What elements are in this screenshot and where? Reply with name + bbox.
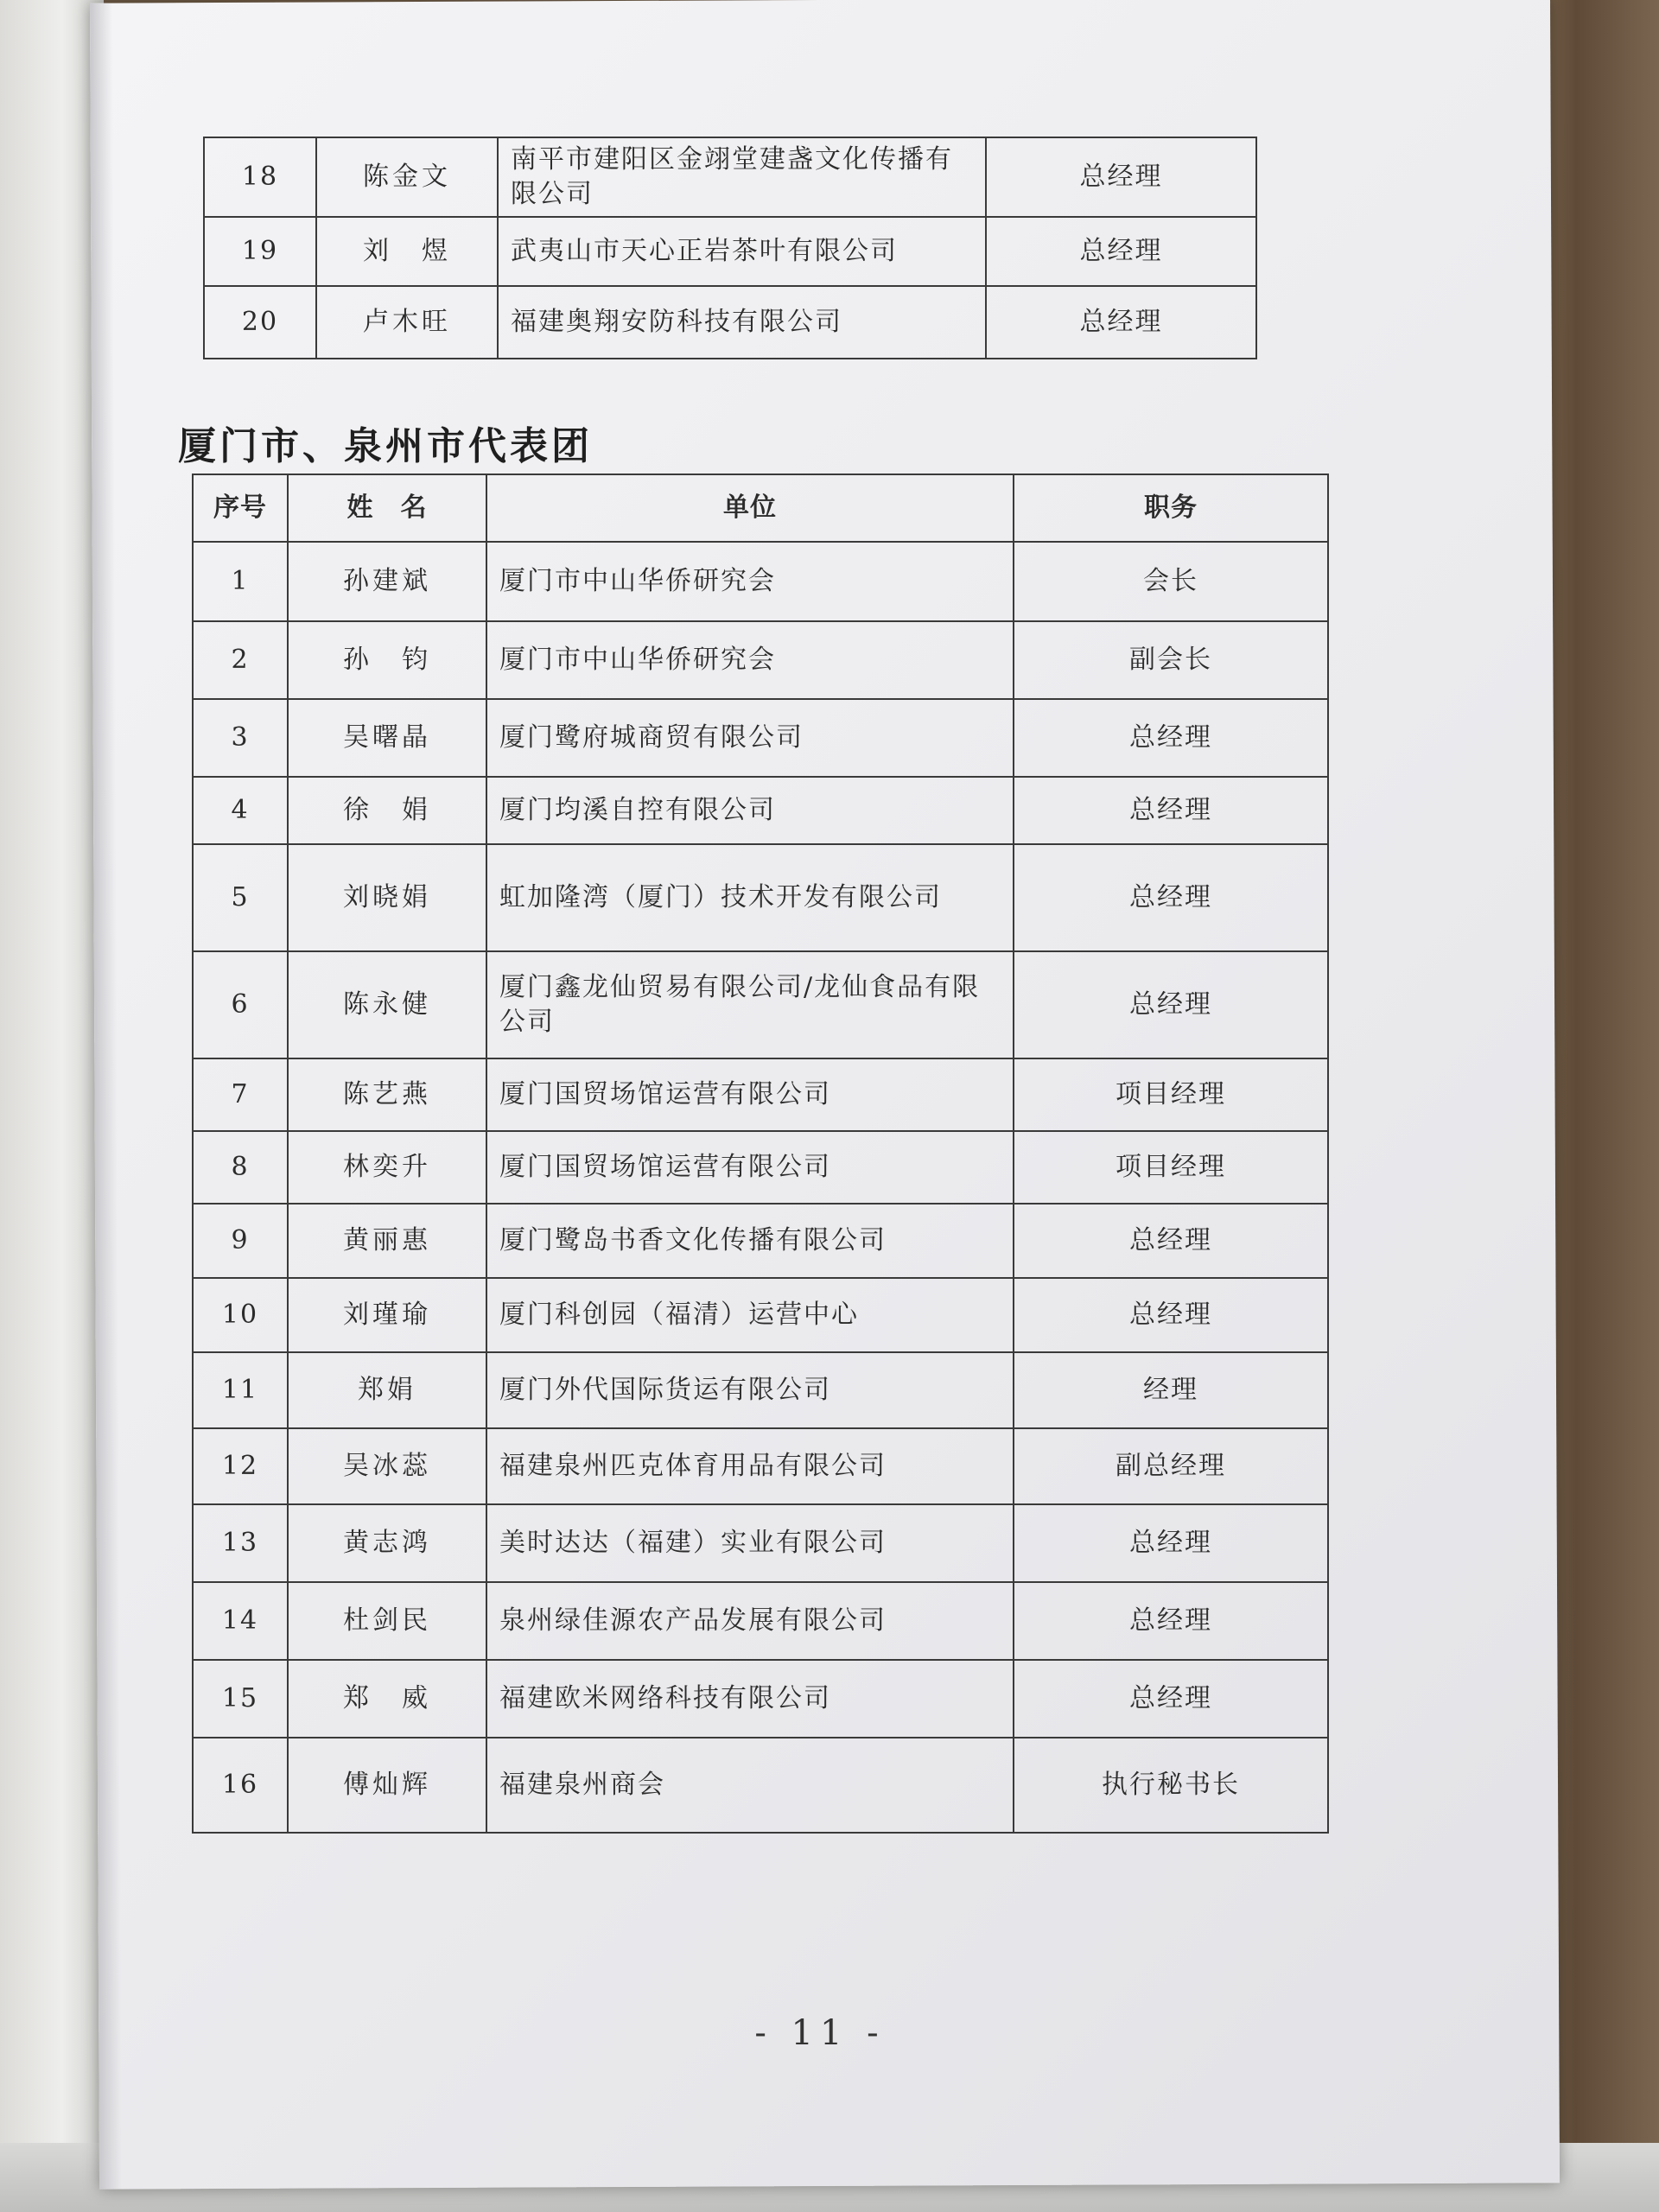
row-unit: 厦门外代国际货运有限公司 [486, 1352, 1014, 1428]
table-row [193, 1738, 1328, 1833]
row-position: 副会长 [1014, 621, 1328, 699]
row-name: 郑娟 [288, 1352, 486, 1428]
row-name: 刘晓娟 [288, 844, 486, 951]
row-position: 总经理 [1014, 1204, 1328, 1278]
table-row [193, 777, 1328, 844]
table-row [193, 951, 1328, 1058]
row-number: 19 [204, 217, 316, 286]
row-number: 2 [193, 621, 288, 699]
row-number: 12 [193, 1428, 288, 1504]
row-position: 执行秘书长 [1014, 1738, 1328, 1833]
row-unit: 福建泉州匹克体育用品有限公司 [486, 1428, 1014, 1504]
row-unit: 厦门鑫龙仙贸易有限公司/龙仙食品有限公司 [486, 951, 1014, 1058]
row-name: 孙建斌 [288, 542, 486, 621]
row-unit: 虹加隆湾（厦门）技术开发有限公司 [486, 844, 1014, 951]
row-name: 傅灿辉 [288, 1738, 486, 1833]
row-number: 8 [193, 1131, 288, 1204]
row-name: 陈艺燕 [288, 1058, 486, 1131]
row-position: 总经理 [986, 286, 1256, 359]
row-number: 3 [193, 699, 288, 777]
row-name: 刘 煜 [316, 217, 498, 286]
table-row [193, 1660, 1328, 1738]
row-name: 陈金文 [316, 137, 498, 217]
row-unit: 厦门均溪自控有限公司 [486, 777, 1014, 844]
row-unit: 厦门科创园（福清）运营中心 [486, 1278, 1014, 1352]
table-row [204, 286, 1256, 359]
header-position: 职务 [1014, 474, 1328, 542]
table-row [193, 844, 1328, 951]
row-position: 副总经理 [1014, 1428, 1328, 1504]
row-number: 1 [193, 542, 288, 621]
row-position: 总经理 [1014, 1582, 1328, 1660]
row-unit: 厦门鹭府城商贸有限公司 [486, 699, 1014, 777]
row-name: 刘瑾瑜 [288, 1278, 486, 1352]
row-unit: 厦门市中山华侨研究会 [486, 621, 1014, 699]
row-unit: 厦门鹭岛书香文化传播有限公司 [486, 1204, 1014, 1278]
row-unit: 厦门国贸场馆运营有限公司 [486, 1131, 1014, 1204]
row-name: 卢木旺 [316, 286, 498, 359]
row-number: 16 [193, 1738, 288, 1833]
row-number: 6 [193, 951, 288, 1058]
row-name: 林奕升 [288, 1131, 486, 1204]
row-position: 项目经理 [1014, 1058, 1328, 1131]
row-unit: 福建奥翔安防科技有限公司 [498, 286, 986, 359]
row-name: 陈永健 [288, 951, 486, 1058]
table-row [193, 542, 1328, 621]
row-number: 5 [193, 844, 288, 951]
table-row [193, 1352, 1328, 1428]
table-row [193, 1131, 1328, 1204]
table-header-row [193, 474, 1328, 542]
row-number: 14 [193, 1582, 288, 1660]
table-row [204, 137, 1256, 217]
row-position: 总经理 [1014, 951, 1328, 1058]
table-row [193, 1058, 1328, 1131]
row-number: 13 [193, 1504, 288, 1582]
row-number: 10 [193, 1278, 288, 1352]
row-name: 吴冰蕊 [288, 1428, 486, 1504]
row-position: 经理 [1014, 1352, 1328, 1428]
section-title: 厦门市、泉州市代表团 [178, 424, 593, 468]
row-number: 18 [204, 137, 316, 217]
table-row [204, 217, 1256, 286]
table-row [193, 1582, 1328, 1660]
row-name: 杜剑民 [288, 1582, 486, 1660]
row-number: 15 [193, 1660, 288, 1738]
row-unit: 厦门市中山华侨研究会 [486, 542, 1014, 621]
delegation-table [192, 474, 1329, 1834]
table-row [193, 1278, 1328, 1352]
row-position: 总经理 [1014, 1660, 1328, 1738]
table-row [193, 1504, 1328, 1582]
row-number: 9 [193, 1204, 288, 1278]
row-position: 总经理 [1014, 1504, 1328, 1582]
row-unit: 美时达达（福建）实业有限公司 [486, 1504, 1014, 1582]
row-position: 总经理 [986, 137, 1256, 217]
table-row [193, 1428, 1328, 1504]
row-name: 吴曙晶 [288, 699, 486, 777]
top-table [203, 137, 1257, 359]
row-unit: 泉州绿佳源农产品发展有限公司 [486, 1582, 1014, 1660]
row-number: 11 [193, 1352, 288, 1428]
row-position: 总经理 [1014, 777, 1328, 844]
row-name: 孙 钧 [288, 621, 486, 699]
row-unit: 厦门国贸场馆运营有限公司 [486, 1058, 1014, 1131]
row-number: 20 [204, 286, 316, 359]
row-position: 项目经理 [1014, 1131, 1328, 1204]
header-number: 序号 [193, 474, 288, 542]
row-position: 会长 [1014, 542, 1328, 621]
header-name: 姓 名 [288, 474, 486, 542]
header-unit: 单位 [486, 474, 1014, 542]
row-name: 黄丽惠 [288, 1204, 486, 1278]
row-unit: 南平市建阳区金翊堂建盏文化传播有限公司 [498, 137, 986, 217]
table-row [193, 621, 1328, 699]
row-position: 总经理 [1014, 1278, 1328, 1352]
row-name: 黄志鸿 [288, 1504, 486, 1582]
page-number: - 11 - [754, 2013, 886, 2053]
table-row [193, 1204, 1328, 1278]
row-name: 徐 娟 [288, 777, 486, 844]
row-number: 7 [193, 1058, 288, 1131]
row-position: 总经理 [1014, 699, 1328, 777]
row-unit: 福建欧米网络科技有限公司 [486, 1660, 1014, 1738]
row-unit: 武夷山市天心正岩茶叶有限公司 [498, 217, 986, 286]
table-row [193, 699, 1328, 777]
row-number: 4 [193, 777, 288, 844]
row-position: 总经理 [1014, 844, 1328, 951]
row-position: 总经理 [986, 217, 1256, 286]
row-name: 郑 威 [288, 1660, 486, 1738]
background-left-cloth [0, 0, 104, 2212]
row-unit: 福建泉州商会 [486, 1738, 1014, 1833]
